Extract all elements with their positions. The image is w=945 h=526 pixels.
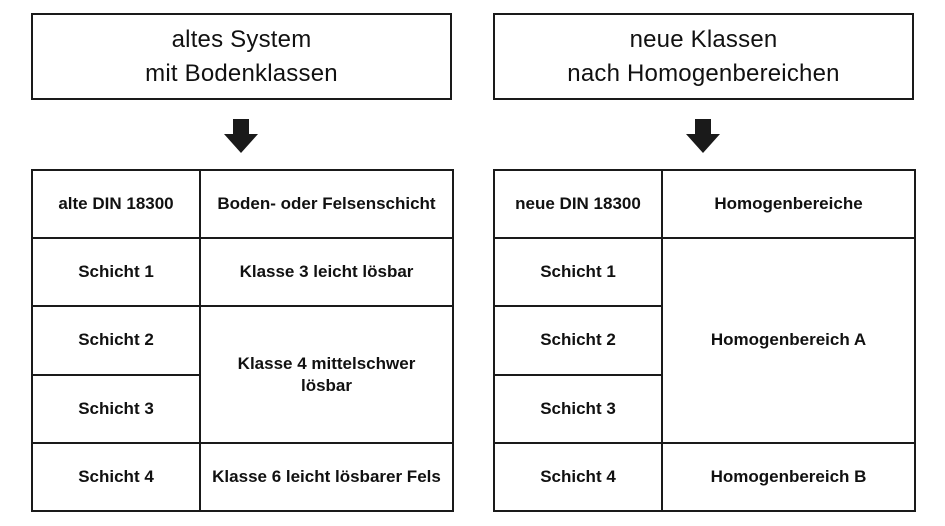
table-row — [32, 238, 453, 306]
soil-class-cell: Klasse 6 leicht lösbarer Fels — [200, 443, 453, 511]
old-system-header — [31, 13, 452, 100]
arrow-down-icon — [686, 119, 720, 153]
arrow-down-icon — [224, 119, 258, 153]
homogeneous-area-cell: Homogenbereich A — [662, 238, 915, 443]
column-header-homogeneous-areas: Homogenbereiche — [662, 170, 915, 238]
layer-cell: Schicht 2 — [494, 306, 662, 374]
table-row — [32, 306, 453, 374]
table-header-row — [32, 170, 453, 238]
soil-class-cell: Klasse 3 leicht lösbar — [200, 238, 453, 306]
new-classes-title-line2: nach Homogenbereichen — [567, 59, 840, 87]
old-system-title-line1: altes System — [171, 25, 312, 53]
layer-cell: Schicht 4 — [494, 443, 662, 511]
old-system-title-line2: mit Bodenklassen — [145, 59, 338, 87]
layer-cell: Schicht 3 — [32, 375, 200, 443]
column-header-soil-rock-layer: Boden- oder Felsenschicht — [200, 170, 453, 238]
table-header-row — [494, 170, 915, 238]
layer-cell: Schicht 2 — [32, 306, 200, 374]
column-header-new-din: neue DIN 18300 — [494, 170, 662, 238]
homogeneous-area-cell: Homogenbereich B — [662, 443, 915, 511]
column-header-old-din: alte DIN 18300 — [32, 170, 200, 238]
table-row — [32, 443, 453, 511]
new-classes-title-line1: neue Klassen — [629, 25, 778, 53]
layer-cell: Schicht 1 — [494, 238, 662, 306]
layer-cell: Schicht 1 — [32, 238, 200, 306]
table-row — [494, 238, 915, 306]
table-row — [494, 443, 915, 511]
old-classification-table — [31, 169, 454, 512]
soil-class-cell: Klasse 4 mittelschwer lösbar — [200, 306, 453, 442]
new-classes-header — [493, 13, 914, 100]
layer-cell: Schicht 4 — [32, 443, 200, 511]
homogeneous-areas-table — [493, 169, 916, 512]
layer-cell: Schicht 3 — [494, 375, 662, 443]
